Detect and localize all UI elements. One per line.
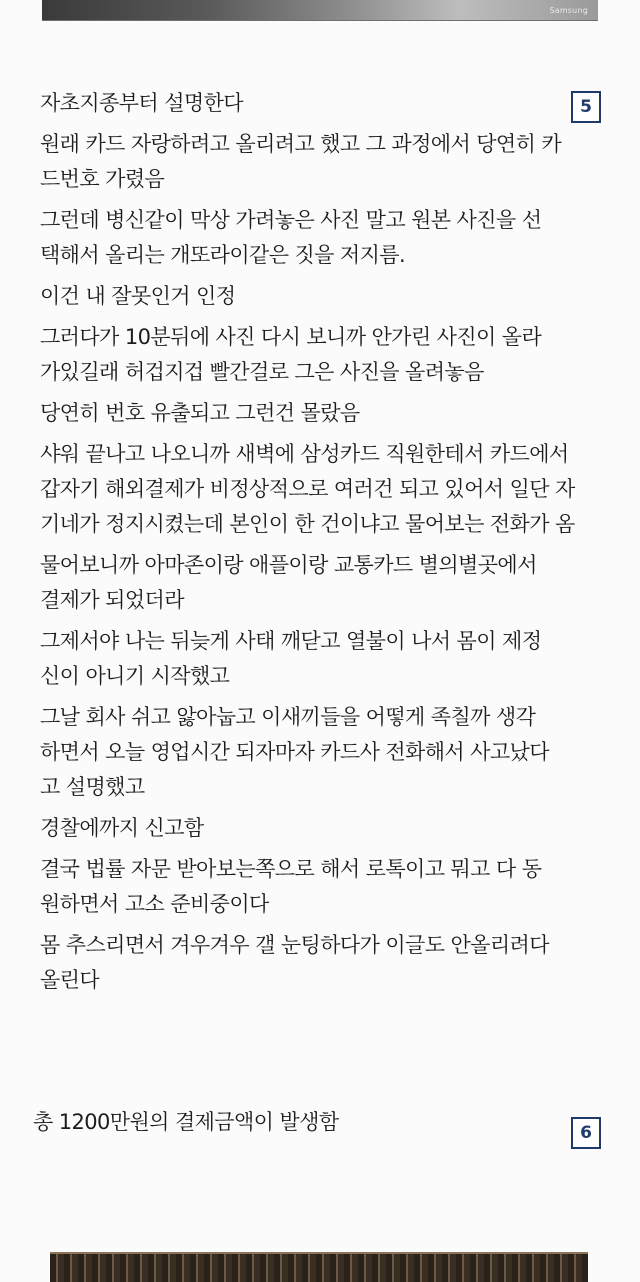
photo-brand-text: Samsung xyxy=(549,6,588,15)
story-paragraph xyxy=(40,127,600,197)
story-line: 원하면서 고소 준비중이다 xyxy=(40,892,269,916)
top-photo-strip xyxy=(42,0,598,21)
story-line: 이건 내 잘못인거 인정 xyxy=(40,284,236,308)
story-paragraph xyxy=(40,279,600,314)
story-line: 자초지종부터 설명한다 xyxy=(40,91,243,115)
story-line: 갑자기 해외결제가 비정상적으로 여러건 되고 있어서 일단 자 xyxy=(40,477,575,501)
story-paragraph xyxy=(40,811,600,846)
story-text-block xyxy=(40,86,600,1004)
story-paragraph xyxy=(40,203,600,273)
story-line: 결제가 되었더라 xyxy=(40,588,184,612)
story-line: 샤워 끝나고 나오니까 새벽에 삼성카드 직원한테서 카드에서 xyxy=(40,442,569,466)
story-paragraph xyxy=(40,437,600,542)
story-line: 결국 법률 자문 받아보는쪽으로 해서 로톡이고 뭐고 다 동 xyxy=(40,857,542,881)
story-line: 하면서 오늘 영업시간 되자마자 카드사 전화해서 사고났다 xyxy=(40,740,549,764)
story-line: 그런데 병신같이 막상 가려놓은 사진 말고 원본 사진을 선 xyxy=(40,208,542,232)
story-line: 가있길래 허겁지겁 빨간걸로 그은 사진을 올려놓음 xyxy=(40,360,484,384)
story-line: 원래 카드 자랑하려고 올리려고 했고 그 과정에서 당연히 카 xyxy=(40,132,562,156)
story-line: 물어보니까 아마존이랑 애플이랑 교통카드 별의별곳에서 xyxy=(40,553,537,577)
story-paragraph xyxy=(40,852,600,922)
story-line: 택해서 올리는 개또라이같은 짓을 저지름. xyxy=(40,243,406,267)
story-paragraph xyxy=(40,320,600,390)
page-marker-5: 5 xyxy=(571,91,601,123)
story-paragraph xyxy=(40,396,600,431)
story-line: 그날 회사 쉬고 앓아눕고 이새끼들을 어떻게 족칠까 생각 xyxy=(40,705,536,729)
story-line: 몸 추스리면서 겨우겨우 갤 눈팅하다가 이글도 안올리려다 xyxy=(40,933,549,957)
story-line: 고 설명했고 xyxy=(40,775,145,799)
story-paragraph xyxy=(40,86,600,121)
page-marker-6: 6 xyxy=(571,1117,601,1149)
story-line: 드번호 가렸음 xyxy=(40,167,165,191)
story-paragraph xyxy=(40,928,600,998)
total-amount-line: 총 1200만원의 결제금액이 발생함 xyxy=(33,1110,339,1134)
story-line: 그제서야 나는 뒤늦게 사태 깨닫고 열불이 나서 몸이 제정 xyxy=(40,629,542,653)
story-line: 경찰에까지 신고함 xyxy=(40,816,204,840)
story-paragraph xyxy=(40,548,600,618)
story-paragraph xyxy=(40,624,600,694)
story-line: 신이 아니기 시작했고 xyxy=(40,664,230,688)
story-line: 당연히 번호 유출되고 그런건 몰랐음 xyxy=(40,401,360,425)
story-line: 기네가 정지시켰는데 본인이 한 건이냐고 물어보는 전화가 옴 xyxy=(40,512,575,536)
story-line: 그러다가 10분뒤에 사진 다시 보니까 안가린 사진이 올라 xyxy=(40,325,542,349)
story-line: 올린다 xyxy=(40,968,100,992)
bottom-photo-strip xyxy=(50,1252,588,1282)
story-paragraph xyxy=(40,700,600,805)
